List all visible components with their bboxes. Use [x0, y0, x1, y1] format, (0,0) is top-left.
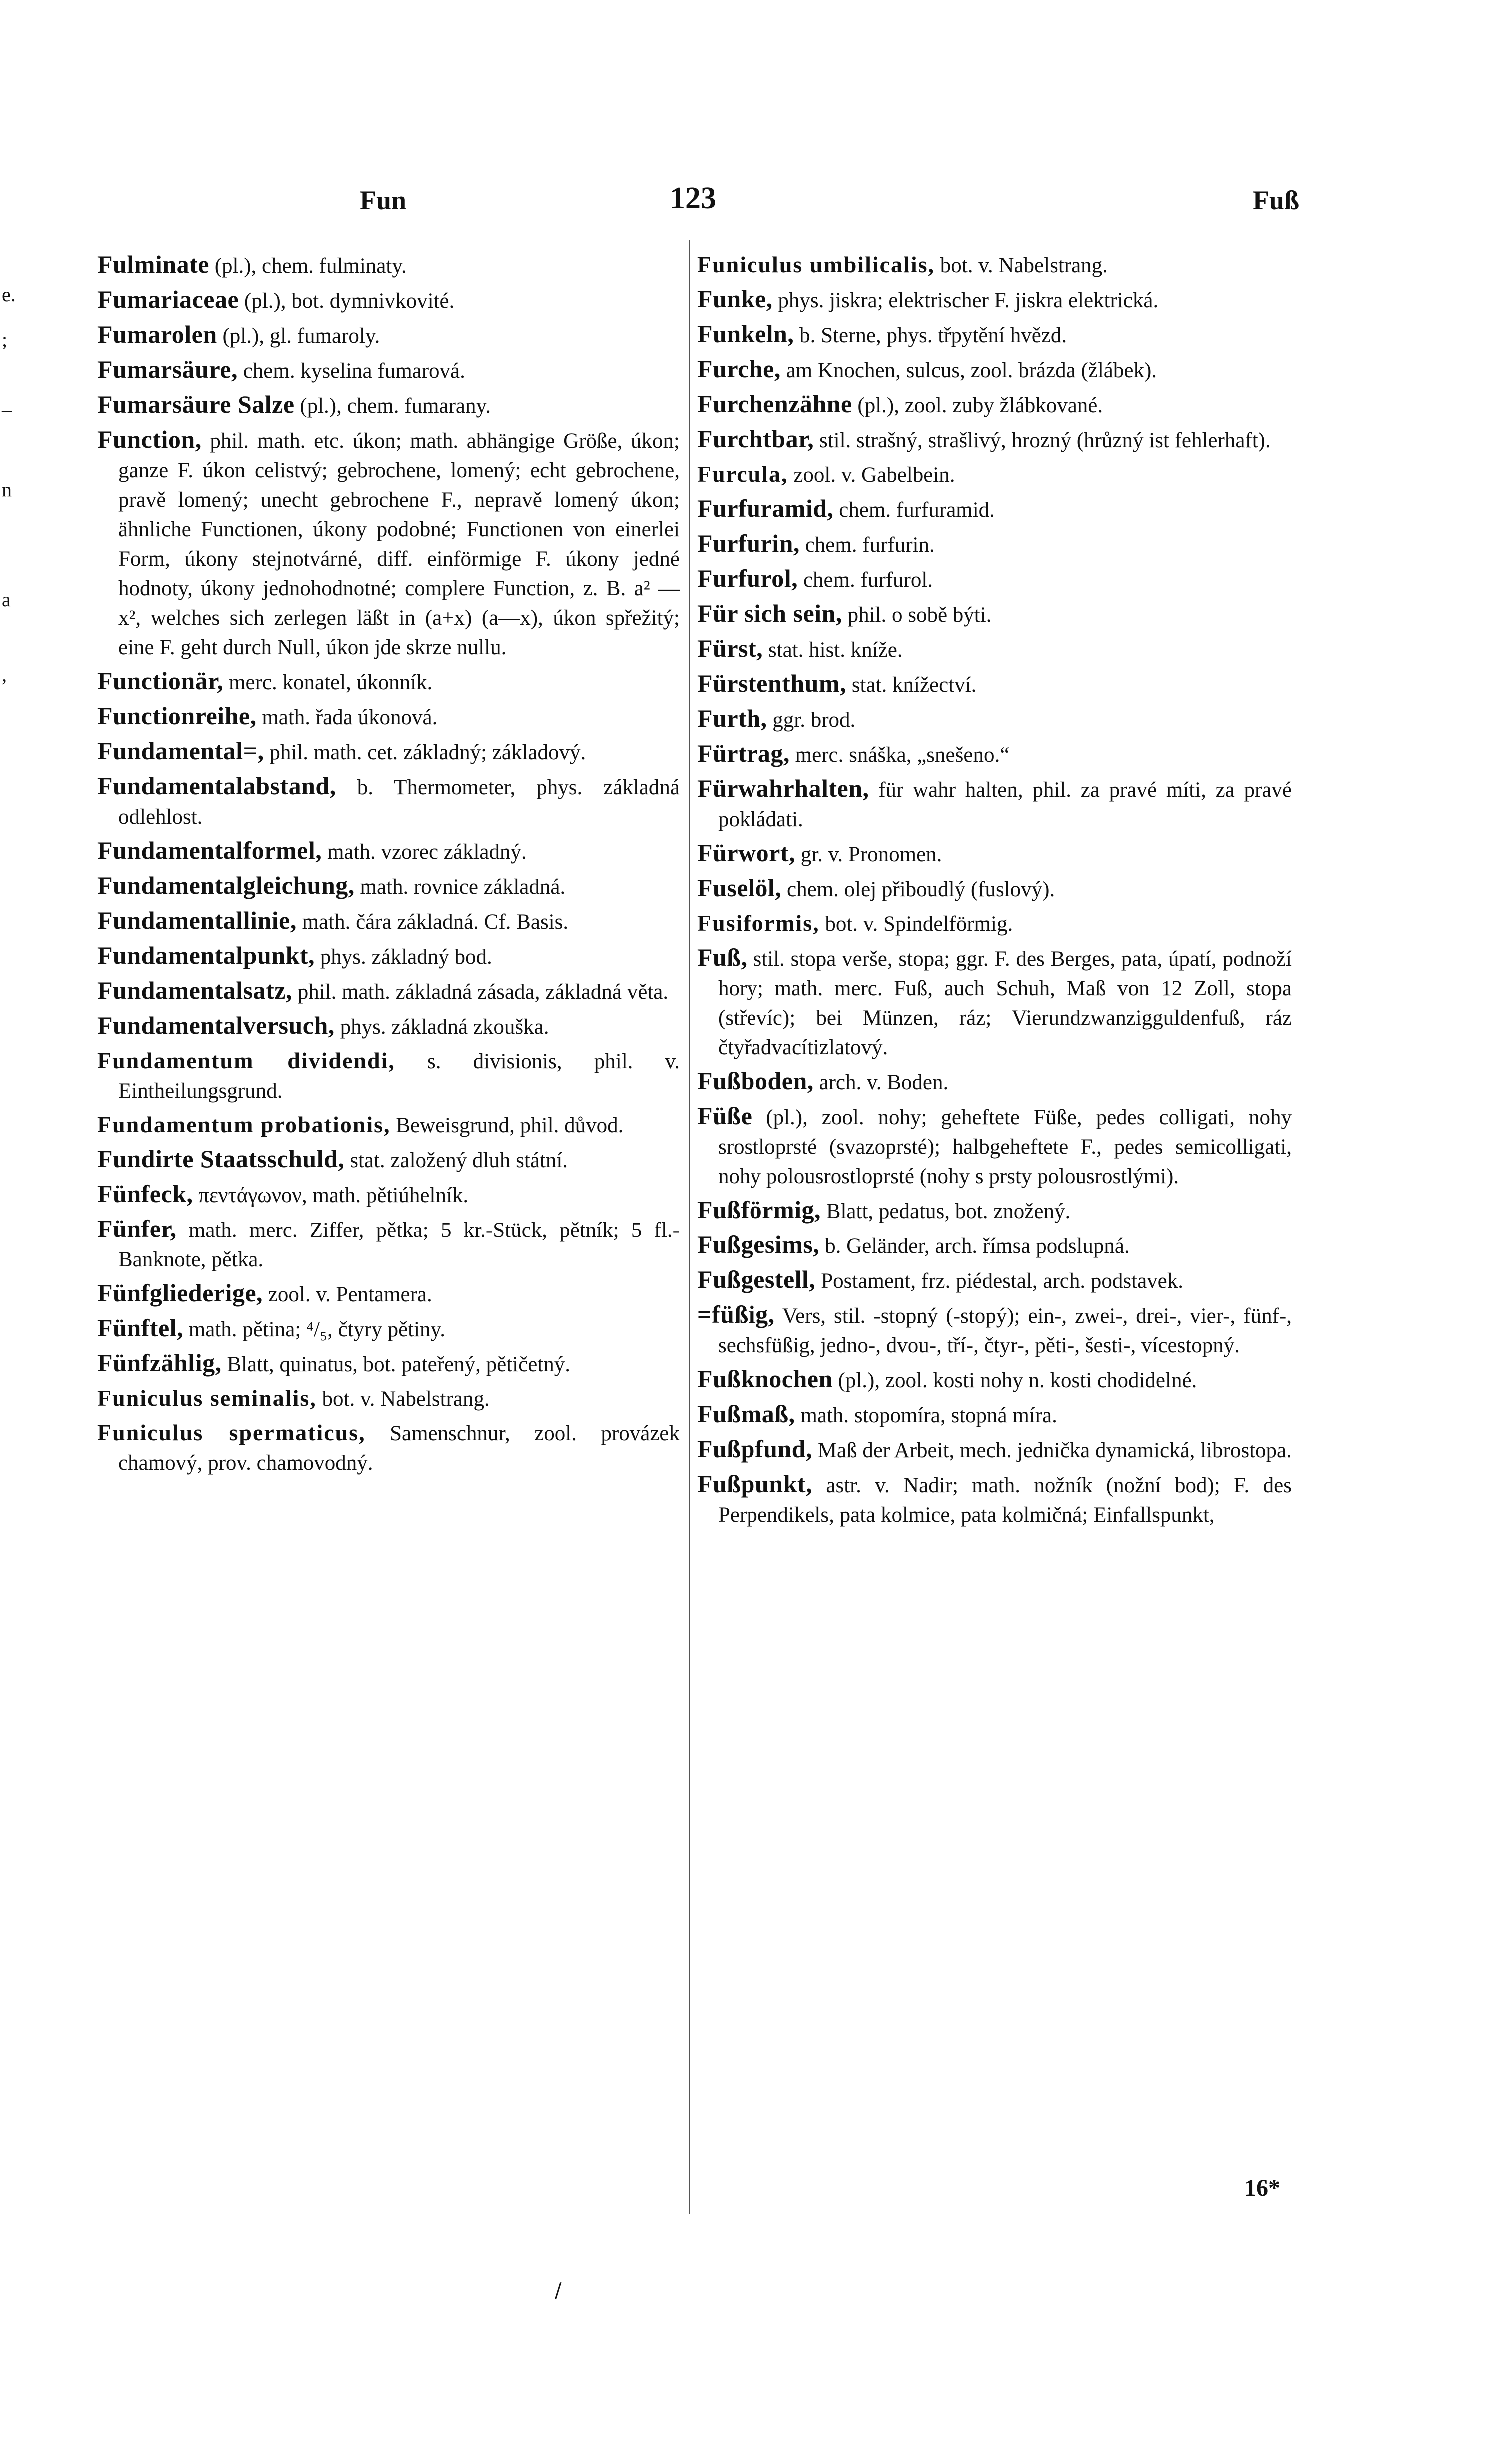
dictionary-entry — [97, 976, 680, 1007]
entry-definition: (pl.), gl. fumaroly. — [217, 324, 380, 348]
entry-definition: math. rovnice základná. — [354, 875, 566, 899]
dictionary-entry — [697, 1195, 1292, 1226]
entry-headword: Fußgestell, — [697, 1265, 816, 1293]
margin-mark: e. — [2, 283, 16, 306]
entry-headword: Fuß, — [697, 943, 748, 971]
entry-headword: Furche, — [697, 355, 781, 383]
entry-headword: Fürwort, — [697, 839, 795, 867]
entry-definition: πεντάγωνον, math. pětiúhelník. — [193, 1184, 469, 1207]
entry-definition: phys. základný bod. — [315, 945, 492, 969]
entry-definition: Blatt, quinatus, bot. pateřený, pětičetný. — [221, 1353, 570, 1376]
header-right-guideword: Fuß — [1252, 185, 1299, 215]
dictionary-entry — [97, 1144, 680, 1175]
entry-definition: zool. v. Pentamera. — [263, 1283, 432, 1306]
running-header — [360, 181, 1299, 220]
dictionary-entry — [697, 1434, 1292, 1465]
entry-headword: Furfuramid, — [697, 494, 834, 522]
dictionary-entry — [97, 390, 680, 421]
entry-headword: Fundamentum dividendi, — [97, 1048, 395, 1073]
entry-definition: Maß der Arbeit, mech. jednička dynamická, librostopa. — [812, 1439, 1292, 1462]
dictionary-entry — [97, 941, 680, 972]
entry-definition: zool. v. Gabelbein. — [788, 463, 955, 487]
entry-headword: Fußgesims, — [697, 1231, 820, 1258]
entry-definition: merc. snáška, „snešeno.“ — [789, 743, 1010, 767]
entry-headword: Funiculus spermaticus, — [97, 1420, 366, 1445]
entry-definition: math. vzorec základný. — [322, 840, 527, 864]
entry-definition: Samenschnur, zool. provázek chamový, prov. chamovodný. — [118, 1422, 680, 1475]
dictionary-entry — [97, 320, 680, 351]
entry-definition: stil. stopa verše, stopa; ggr. F. des Berges, pata, úpatí, podnoží hory; math. merc. Fuß, auch Schuh, Maß von 12 Zoll, stopa (střevíc); bei Münzen, ráz; Vierundzwanzigguldenfuß, ráz čtyřadvacítizlatový. — [718, 947, 1292, 1059]
entry-headword: Fußknochen — [697, 1365, 833, 1393]
entry-definition: gr. v. Pronomen. — [795, 843, 942, 866]
entry-definition: für wahr halten, phil. za pravé míti, za pravé pokládati. — [718, 778, 1292, 831]
entry-definition: merc. konatel, úkonník. — [223, 671, 433, 694]
entry-definition: phil. math. základná zásada, základná věta. — [292, 980, 669, 1004]
entry-definition: Blatt, pedatus, bot. znožený. — [821, 1200, 1071, 1223]
signature-mark: 16* — [1244, 2175, 1280, 2201]
dictionary-entry — [97, 250, 680, 281]
entry-definition: b. Geländer, arch. římsa podslupná. — [819, 1234, 1130, 1258]
entry-headword: Füße — [697, 1102, 752, 1130]
entry-definition: (pl.), zool. kosti nohy n. kosti chodidelné. — [832, 1369, 1197, 1392]
entry-headword: Fünfeck, — [97, 1180, 193, 1208]
entry-headword: Fundamentalpunkt, — [97, 941, 315, 969]
dictionary-entry — [97, 1313, 680, 1344]
entry-definition: math. řada úkonová. — [256, 706, 438, 729]
entry-headword: Functionär, — [97, 667, 224, 695]
dictionary-entry — [697, 1265, 1292, 1296]
entry-definition: (pl.), chem. fulminaty. — [209, 254, 407, 278]
dictionary-entry — [697, 459, 1292, 490]
entry-headword: Fundamentalgleichung, — [97, 871, 355, 899]
entry-headword: Furfurin, — [697, 529, 800, 557]
entry-definition: chem. furfuramid. — [833, 498, 995, 522]
entry-headword: Fürst, — [697, 634, 763, 662]
entry-headword: Fulminate — [97, 250, 209, 278]
entry-headword: Fußförmig, — [697, 1196, 821, 1224]
entry-headword: Furchenzähne — [697, 390, 852, 418]
entry-definition: bot. v. Nabelstrang. — [935, 254, 1108, 277]
dictionary-entry — [697, 250, 1292, 280]
left-margin-bleed — [0, 0, 35, 2464]
entry-headword: =füßig, — [697, 1300, 775, 1328]
dictionary-entry — [97, 1383, 680, 1414]
entry-headword: Fußpunkt, — [697, 1470, 813, 1498]
entry-definition: am Knochen, sulcus, zool. brázda (žlábek). — [780, 359, 1157, 382]
dictionary-entry — [697, 389, 1292, 420]
entry-definition: Postament, frz. piédestal, arch. podstavek. — [815, 1269, 1183, 1293]
entry-definition: stil. strašný, strašlivý, hrozný (hrůzný ist fehlerhaft). — [814, 429, 1271, 452]
entry-headword: Funiculus umbilicalis, — [697, 252, 935, 277]
entry-headword: Fürwahrhalten, — [697, 774, 869, 802]
entry-headword: Fünfer, — [97, 1215, 177, 1242]
entry-definition: phil. o sobě býti. — [842, 603, 992, 627]
entry-headword: Fürtrag, — [697, 739, 790, 767]
entry-headword: Fundamentalabstand, — [97, 772, 336, 800]
margin-mark: ; — [2, 328, 8, 351]
dictionary-entry — [697, 284, 1292, 315]
entry-definition: (pl.), chem. fumarany. — [294, 394, 491, 418]
entry-definition: Beweisgrund, phil. důvod. — [390, 1114, 624, 1137]
margin-mark: – — [2, 398, 12, 421]
dictionary-entry — [697, 354, 1292, 385]
dictionary-entry — [697, 494, 1292, 525]
dictionary-entry — [697, 1364, 1292, 1395]
dictionary-entry — [697, 873, 1292, 904]
dictionary-entry — [97, 906, 680, 937]
dictionary-entry — [697, 1469, 1292, 1530]
entry-headword: Functionreihe, — [97, 702, 257, 730]
dictionary-entry — [697, 908, 1292, 939]
entry-headword: Fürstenthum, — [697, 669, 847, 697]
dictionary-entry — [697, 739, 1292, 770]
entry-headword: Fünfzählig, — [97, 1349, 222, 1377]
entry-definition: phil. math. cet. základný; základový. — [264, 741, 586, 764]
dictionary-entry — [697, 1101, 1292, 1191]
entry-definition: phil. math. etc. úkon; math. abhängige Größe, úkon; ganze F. úkon celistvý; gebrochene, lomený; echt gebrochene, pravě lomený; unecht gebrochene F., nepravě lomený úkon; ähnliche Functionen, úkony podobné; Functionen von einerlei Form, úkony stejnotvárné, diff. einförmige F. úkony jedné hodnoty, úkony jednohodnotné; complere Function, z. B. a² — x², welches sich zerlegen läßt in (a+x) (a—x), úkon spřežitý; eine F. geht durch Null, úkon jde skrze nullu. — [118, 429, 680, 659]
entry-definition: stat. založený dluh státní. — [344, 1149, 568, 1172]
dictionary-entry — [697, 319, 1292, 350]
margin-mark: a — [2, 588, 11, 611]
entry-headword: Furfurol, — [697, 564, 798, 592]
entry-definition: chem. furfurin. — [799, 533, 935, 557]
entry-definition: math. merc. Ziffer, pětka; 5 kr.-Stück, pětník; 5 fl.-Banknote, pětka. — [118, 1219, 680, 1271]
dictionary-entry — [697, 1300, 1292, 1360]
dictionary-entry — [97, 1011, 680, 1042]
dictionary-entry — [697, 1230, 1292, 1261]
entry-headword: Furcula, — [697, 461, 788, 487]
entry-definition: arch. v. Boden. — [813, 1071, 949, 1094]
dictionary-entry — [697, 564, 1292, 595]
entry-headword: Fünfgliederige, — [97, 1279, 263, 1307]
entry-headword: Furchtbar, — [697, 425, 814, 453]
dictionary-entry — [97, 701, 680, 732]
dictionary-entry — [697, 599, 1292, 630]
entry-headword: Fumariaceae — [97, 285, 239, 313]
entry-headword: Funkeln, — [697, 320, 794, 348]
dictionary-entry — [97, 1214, 680, 1274]
entry-headword: Fundamentum probationis, — [97, 1112, 391, 1137]
entry-headword: Fundamental=, — [97, 737, 264, 765]
dictionary-entry — [97, 425, 680, 662]
entry-definition: (pl.), zool. nohy; geheftete Füße, pedes colligati, nohy srostloprsté (svazoprsté); halbgeheftete F., pedes semicolligati, nohy polousrostloprsté (nohy s prsty polousrostlými). — [718, 1106, 1292, 1188]
column-divider — [689, 240, 690, 2214]
left-column — [97, 250, 680, 1482]
dictionary-entry — [97, 1179, 680, 1210]
dictionary-entry — [97, 1110, 680, 1140]
entry-definition: (pl.), bot. dymnivkovité. — [239, 289, 455, 313]
header-left-guideword: Fun — [360, 185, 407, 215]
entry-definition: s. divisionis, phil. v. Eintheilungsgrund. — [118, 1050, 680, 1103]
entry-headword: Fuselöl, — [697, 874, 782, 902]
dictionary-entry — [97, 1278, 680, 1309]
entry-definition: ggr. brod. — [767, 708, 856, 732]
entry-headword: Fundirte Staatsschuld, — [97, 1145, 345, 1173]
entry-definition: bot. v. Nabelstrang. — [316, 1387, 490, 1411]
dictionary-entry — [697, 838, 1292, 869]
dictionary-entry — [97, 1348, 680, 1379]
dictionary-entry — [97, 285, 680, 316]
margin-mark: n — [2, 478, 12, 501]
dictionary-entry — [697, 424, 1292, 455]
entry-headword: Furth, — [697, 704, 767, 732]
entry-headword: Fünftel, — [97, 1314, 184, 1342]
entry-definition: b. Sterne, phys. třpytění hvězd. — [794, 324, 1067, 347]
dictionary-entry — [97, 836, 680, 867]
stray-mark: / — [555, 2279, 562, 2302]
entry-definition: math. čára základná. Cf. Basis. — [296, 910, 569, 934]
entry-definition: phys. jiskra; elektrischer F. jiskra elektrická. — [772, 289, 1159, 312]
entry-definition: b. Thermometer, phys. základná odlehlost. — [118, 776, 680, 829]
entry-headword: Fusiformis, — [697, 910, 820, 936]
dictionary-entry — [697, 634, 1292, 665]
dictionary-entry — [697, 943, 1292, 1062]
entry-headword: Funke, — [697, 285, 773, 313]
entry-headword: Fußpfund, — [697, 1435, 813, 1463]
entry-headword: Fundamentalformel, — [97, 836, 322, 864]
dictionary-entry — [697, 704, 1292, 735]
entry-definition: chem. olej přiboudlý (fuslový). — [781, 878, 1055, 901]
entry-definition: (pl.), zool. zuby žlábkované. — [852, 394, 1103, 417]
entry-headword: Fumarsäure Salze — [97, 390, 295, 418]
page-number: 123 — [670, 181, 716, 215]
dictionary-entry — [97, 736, 680, 767]
right-column — [697, 250, 1292, 1534]
entry-definition: stat. knížectví. — [846, 673, 977, 697]
dictionary-entry — [97, 1418, 680, 1478]
entry-headword: Funiculus seminalis, — [97, 1385, 317, 1411]
dictionary-entry — [697, 529, 1292, 560]
entry-definition: chem. furfurol. — [798, 568, 933, 592]
entry-headword: Fundamentallinie, — [97, 906, 297, 934]
entry-definition: stat. hist. kníže. — [763, 638, 903, 662]
entry-definition: bot. v. Spindelförmig. — [819, 912, 1013, 936]
entry-headword: Function, — [97, 425, 202, 453]
entry-definition: chem. kyselina fumarová. — [237, 359, 465, 383]
dictionary-entry — [697, 669, 1292, 700]
entry-definition: math. stopomíra, stopná míra. — [795, 1404, 1057, 1427]
dictionary-entry — [97, 871, 680, 902]
entry-headword: Fußmaß, — [697, 1400, 795, 1428]
dictionary-entry — [97, 666, 680, 697]
dictionary-entry — [697, 1066, 1292, 1097]
entry-definition: phys. základná zkouška. — [334, 1015, 549, 1039]
dictionary-entry — [97, 355, 680, 386]
entry-headword: Fundamentalversuch, — [97, 1011, 335, 1039]
entry-headword: Fußboden, — [697, 1067, 814, 1095]
dictionary-entry — [697, 774, 1292, 834]
entry-definition: astr. v. Nadir; math. nožník (nožní bod); F. des Perpendikels, pata kolmice, pata kolmičná; Einfallspunkt, — [718, 1474, 1292, 1527]
entry-definition: Vers, stil. -stopný (-stopý); ein-, zwei-, drei-, vier-, fünf-, sechsfüßig, jedno-, dvou-, tří-, čtyr-, pěti-, šesti-, vícestopný. — [718, 1304, 1292, 1357]
margin-mark: , — [2, 663, 7, 686]
dictionary-entry — [697, 1399, 1292, 1430]
entry-headword: Fumarolen — [97, 320, 217, 348]
entry-headword: Fumarsäure, — [97, 355, 238, 383]
entry-headword: Fundamentalsatz, — [97, 976, 292, 1004]
entry-headword: Für sich sein, — [697, 599, 842, 627]
dictionary-entry — [97, 771, 680, 832]
dictionary-entry — [97, 1046, 680, 1106]
entry-definition: math. pětina; ⁴/₅, čtyry pětiny. — [183, 1318, 446, 1341]
